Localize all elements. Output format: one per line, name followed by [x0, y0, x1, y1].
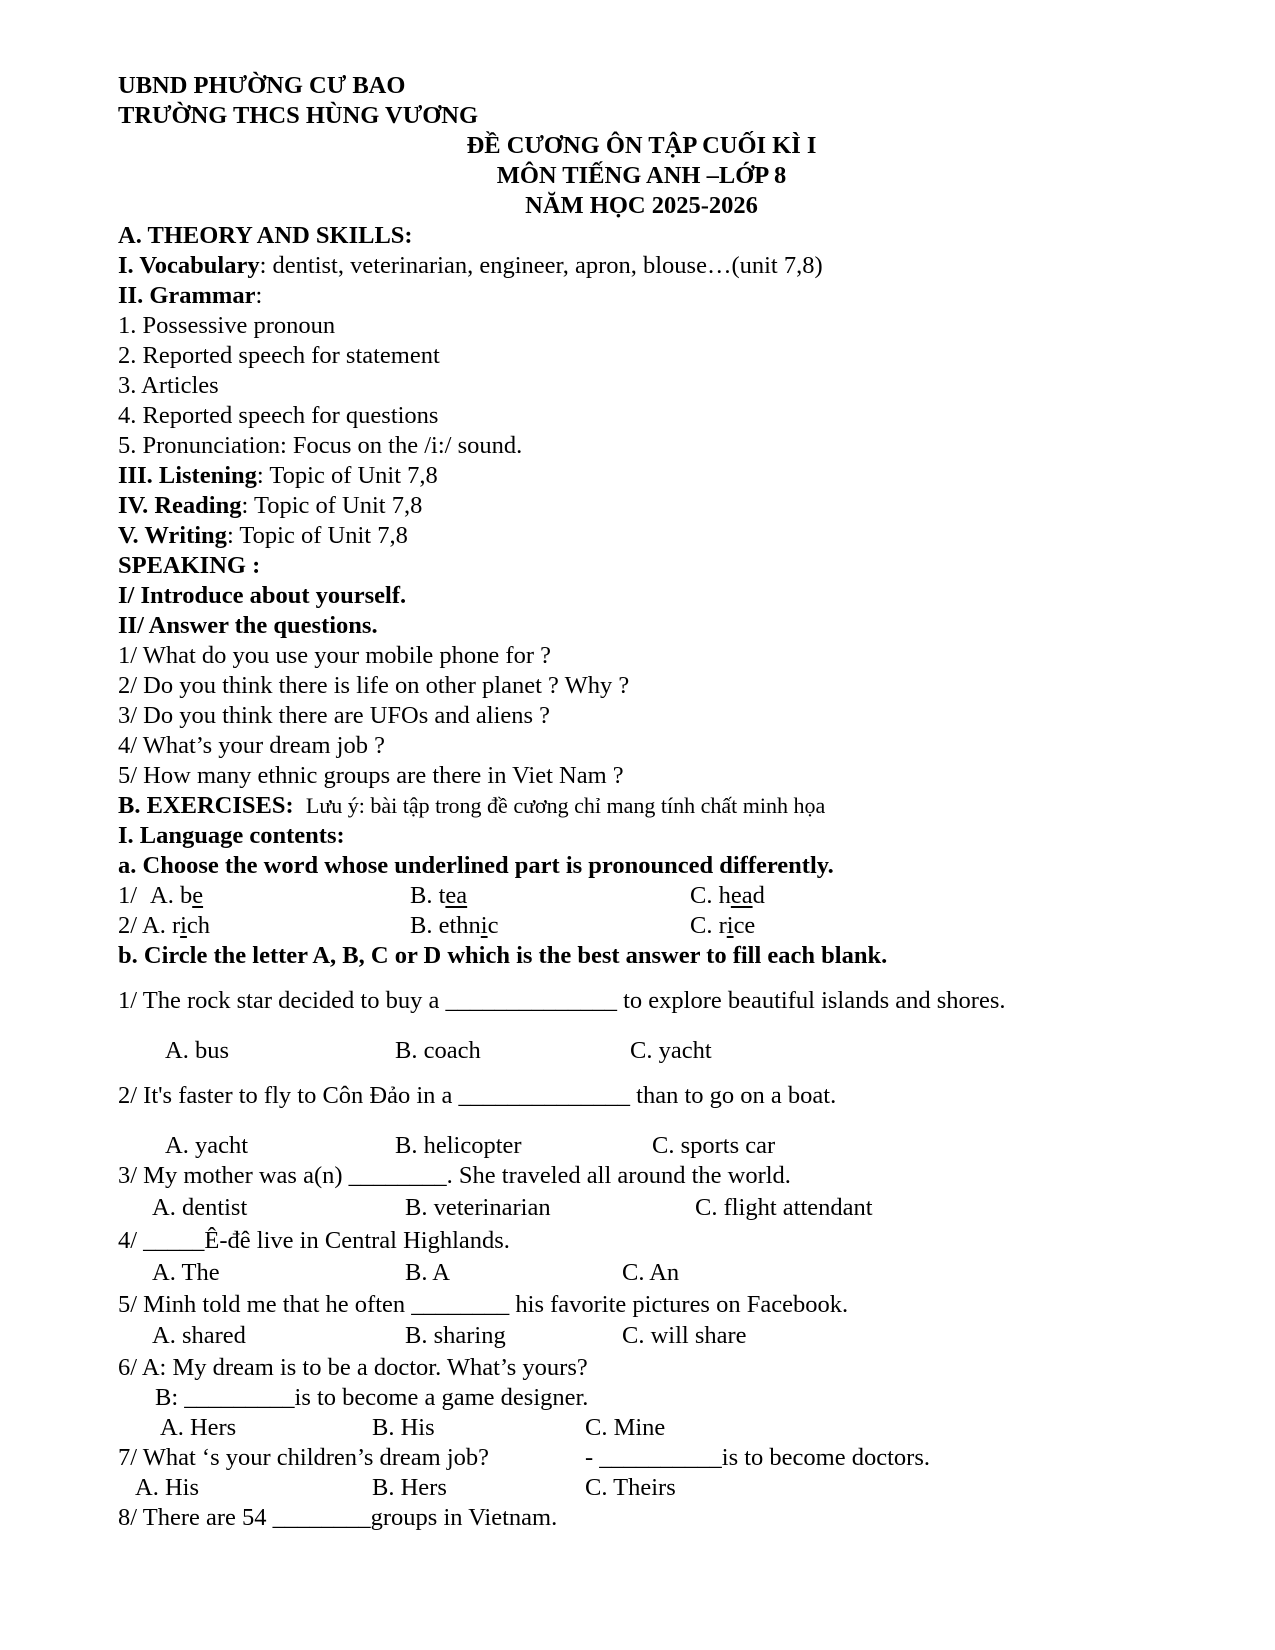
speaking-question: 1/ What do you use your mobile phone for ? — [118, 642, 551, 669]
grammar-colon: : — [255, 282, 263, 309]
q5-option-b: B. sharing — [405, 1322, 506, 1349]
q2-option-a: A. yacht — [165, 1132, 248, 1159]
q3-option-c: C. flight attendant — [695, 1194, 873, 1221]
question-6-response: B: _________is to become a game designer. — [155, 1384, 589, 1411]
q3-option-a: A. dentist — [152, 1194, 248, 1221]
q1-option-b: B. coach — [395, 1037, 481, 1064]
part-a-instruction: a. Choose the word whose underlined part is pronounced differently. — [118, 852, 834, 879]
question-2: 2/ It's faster to fly to Côn Đảo in a ______________ than to go on a boat. — [118, 1082, 837, 1109]
grammar-item: 3. Articles — [118, 372, 219, 399]
vocabulary-label: I. Vocabulary — [118, 252, 260, 279]
reading-line — [118, 491, 422, 521]
grammar-item: 5. Pronunciation: Focus on the /i:/ sound. — [118, 432, 523, 459]
section-a-heading: A. THEORY AND SKILLS: — [118, 222, 413, 249]
grammar-item: 4. Reported speech for questions — [118, 402, 439, 429]
part-b-instruction: b. Circle the letter A, B, C or D which is the best answer to fill each blank. — [118, 942, 888, 969]
q3-option-b: B. veterinarian — [405, 1194, 551, 1221]
q1-option-c: C. yacht — [630, 1037, 712, 1064]
question-3: 3/ My mother was a(n) ________. She traveled all around the world. — [118, 1162, 791, 1189]
q5-option-c: C. will share — [622, 1322, 747, 1349]
speaking-question: 5/ How many ethnic groups are there in Viet Nam ? — [118, 762, 624, 789]
question-8: 8/ There are 54 ________groups in Vietnam. — [118, 1504, 558, 1531]
listening-text: : Topic of Unit 7,8 — [256, 462, 438, 489]
writing-text: : Topic of Unit 7,8 — [226, 522, 408, 549]
school-name: TRƯỜNG THCS HÙNG VƯƠNG — [118, 102, 479, 129]
q2-option-c: C. sports car — [652, 1132, 776, 1159]
grammar-label: II. Grammar — [118, 282, 256, 309]
grammar-item: 2. Reported speech for statement — [118, 342, 440, 369]
pron-q1-number: 1/ — [118, 882, 138, 909]
exercises-line — [118, 791, 825, 821]
pron-q2-option-b: B. ethnic — [410, 912, 499, 939]
speaking-answer-heading: II/ Answer the questions. — [118, 612, 378, 639]
pron-q2-option-c: C. rice — [690, 912, 756, 939]
q6-option-a: A. Hers — [160, 1414, 237, 1441]
vocabulary-line — [118, 251, 823, 281]
exercises-note: Lưu ý: bài tập trong đề cương chỉ mang tính chất minh họa — [305, 793, 826, 818]
pron-q2-number: 2/ — [118, 912, 138, 939]
q2-option-b: B. helicopter — [395, 1132, 522, 1159]
q5-option-a: A. shared — [152, 1322, 246, 1349]
question-5: 5/ Minh told me that he often ________ his favorite pictures on Facebook. — [118, 1291, 849, 1318]
q7-option-b: B. Hers — [372, 1474, 447, 1501]
q7-option-a: A. His — [135, 1474, 199, 1501]
question-1: 1/ The rock star decided to buy a ______________ to explore beautiful islands and shores. — [118, 987, 1006, 1014]
speaking-question: 2/ Do you think there is life on other planet ? Why ? — [118, 672, 630, 699]
speaking-question: 4/ What’s your dream job ? — [118, 732, 385, 759]
grammar-line — [118, 281, 262, 311]
q6-option-c: C. Mine — [585, 1414, 666, 1441]
speaking-question: 3/ Do you think there are UFOs and aliens ? — [118, 702, 551, 729]
pron-q1-option-c: C. head — [690, 882, 765, 909]
pron-q1-option-b: B. tea — [410, 882, 468, 909]
q1-option-a: A. bus — [165, 1037, 229, 1064]
question-4: 4/ _____Ê-đê live in Central Highlands. — [118, 1227, 510, 1254]
speaking-heading: SPEAKING : — [118, 552, 261, 579]
reading-text: : Topic of Unit 7,8 — [241, 492, 423, 519]
speaking-intro: I/ Introduce about yourself. — [118, 582, 407, 609]
q4-option-b: B. A — [405, 1259, 450, 1286]
writing-label: V. Writing — [118, 522, 227, 549]
doc-subject: MÔN TIẾNG ANH –LỚP 8 — [496, 162, 787, 189]
q4-option-c: C. An — [622, 1259, 680, 1286]
listening-label: III. Listening — [118, 462, 257, 489]
pron-q1-option-a: A. be — [150, 882, 204, 909]
grammar-item: 1. Possessive pronoun — [118, 312, 336, 339]
q4-option-a: A. The — [152, 1259, 220, 1286]
listening-line — [118, 461, 438, 491]
exercises-heading: B. EXERCISES: — [118, 792, 294, 819]
school-district: UBND PHƯỜNG CƯ BAO — [118, 72, 406, 99]
q6-option-b: B. His — [372, 1414, 435, 1441]
reading-label: IV. Reading — [118, 492, 242, 519]
doc-year: NĂM HỌC 2025-2026 — [525, 192, 758, 219]
question-7: 7/ What ‘s your children’s dream job? — [118, 1444, 490, 1471]
question-6: 6/ A: My dream is to be a doctor. What’s yours? — [118, 1354, 588, 1381]
pron-q2-option-a: A. rich — [142, 912, 211, 939]
vocabulary-text: : dentist, veterinarian, engineer, apron, blouse…(unit 7,8) — [259, 252, 823, 279]
writing-line — [118, 521, 408, 551]
question-7-answer: - __________is to become doctors. — [585, 1444, 930, 1471]
language-contents-heading: I. Language contents: — [118, 822, 345, 849]
q7-option-c: C. Theirs — [585, 1474, 676, 1501]
doc-title: ĐỀ CƯƠNG ÔN TẬP CUỐI KÌ I — [466, 132, 817, 159]
